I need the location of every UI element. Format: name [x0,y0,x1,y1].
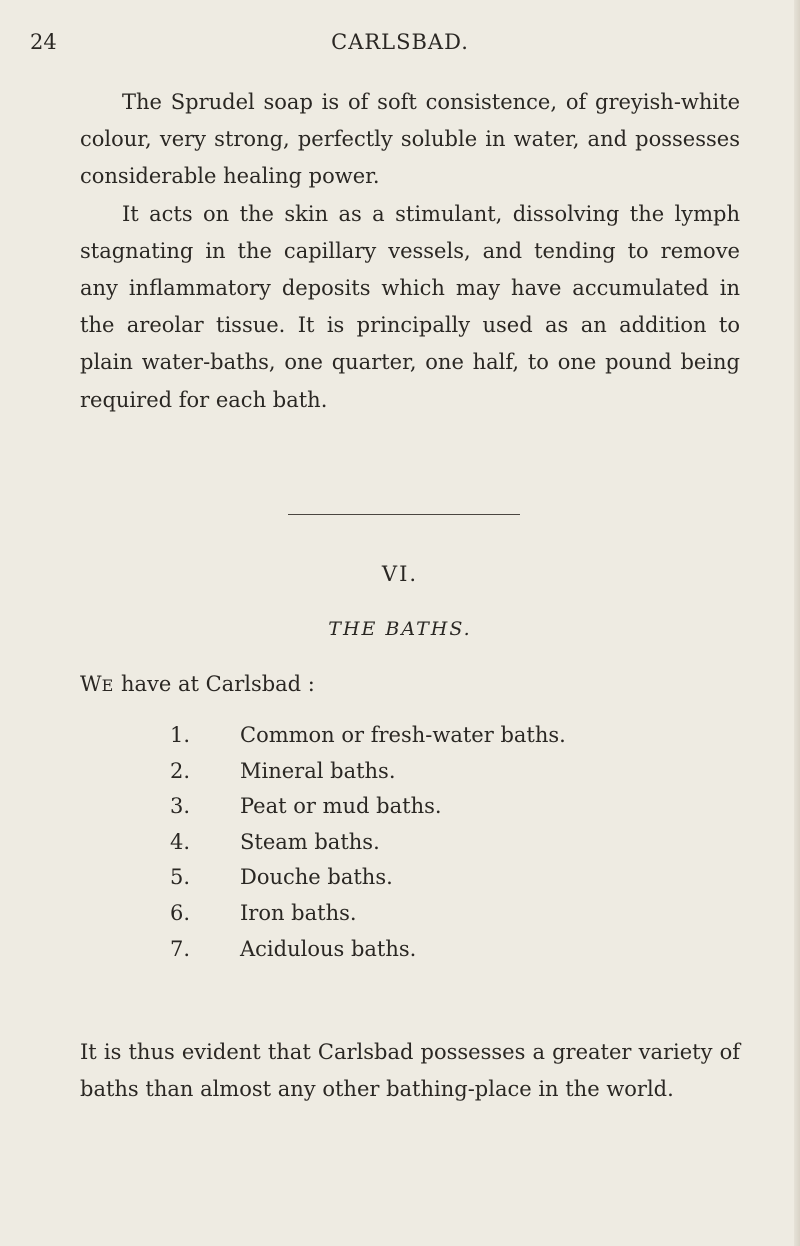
list-item-label: Peat or mud baths. [240,794,442,819]
list-item-label: Mineral baths. [240,758,396,783]
section-number: VI. [381,562,419,586]
conclusion-text [80,1034,740,1108]
paragraph-soap-effects: It acts on the skin as a stimulant, dissolving the lymph stagnating in the capillary vessels, and tending to remove any inflammatory deposits which may have accumulated in the areolar tissue. It is principally used as an addition to plain water-baths, one quarter, one half, to one pound being required for each bath. [80,201,740,412]
bath-list [170,718,566,967]
list-item-number: 5. [170,865,191,890]
list-item [170,754,566,790]
list-item-number: 6. [170,900,191,925]
lead-text: have at Carlsbad : [114,672,315,696]
list-item-label: Iron baths. [240,900,357,925]
list-item-number: 1. [170,723,191,747]
list-item [170,932,566,968]
list-item-number: 2. [170,758,191,783]
paragraph-sprudel-soap: The Sprudel soap is of soft consistence, of greyish-white colour, very strong, perfectly soluble in water, and possesses considerable healing power. [80,90,740,189]
paragraph-conclusion: It is thus evident that Carlsbad possesses a greater variety of baths than almost any other bathing-place in the world. [80,1040,740,1102]
lead-sentence [80,672,315,696]
list-item-number: 7. [170,936,191,961]
page-number: 24 [30,30,57,54]
list-item-number: 3. [170,794,191,819]
list-item [170,860,566,896]
list-item-number: 4. [170,829,191,854]
page-header [0,30,800,60]
list-item-label: Common or fresh-water baths. [240,723,566,747]
list-item-label: Douche baths. [240,865,393,890]
lead-small-caps: E [101,676,115,695]
intro-text [80,84,740,419]
list-item [170,896,566,932]
list-item-label: Acidulous baths. [240,936,417,961]
list-item [170,789,566,825]
list-item-label: Steam baths. [240,829,380,854]
lead-first-letter: W [80,672,102,696]
list-item [170,825,566,861]
section-divider [288,514,520,515]
list-item [170,718,566,754]
running-head: CARLSBAD. [331,30,469,54]
section-title: THE BATHS. [328,618,472,640]
